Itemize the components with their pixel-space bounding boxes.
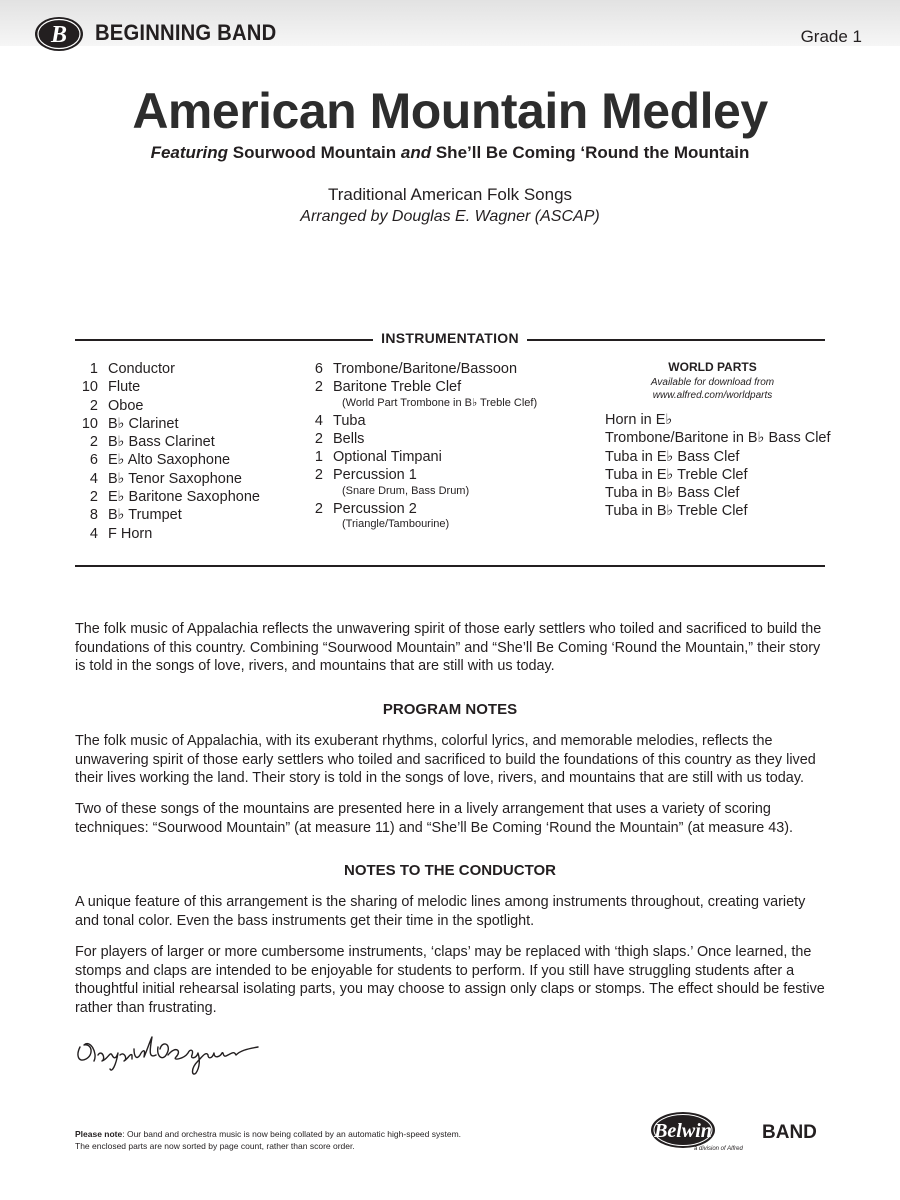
conductor-notes-paragraph: A unique feature of this arrangement is the sharing of melodic lines among instruments throughout, creating variety and tonal color. Even the bass instruments get their time in the spotlight. bbox=[75, 894, 806, 929]
instrument-row bbox=[75, 488, 260, 506]
instrumentation-heading: INSTRUMENTATION bbox=[373, 330, 527, 346]
instrument-row bbox=[75, 360, 260, 378]
world-part-item: Tuba in E♭ Bass Clef bbox=[605, 448, 740, 465]
instrument-row bbox=[75, 506, 260, 524]
instrument-name: Conductor bbox=[108, 361, 175, 377]
world-part-item: Tuba in E♭ Treble Clef bbox=[605, 466, 748, 483]
intro-paragraph: The folk music of Appalachia reflects the unwavering spirit of those early settlers who toiled and sacrificed to build the foundations of this country. Combining “Sourwood Mountain” and “She’ll Be Coming ‘Round the Mountain,” their story is told in the songs of love, rivers, and mountains that are still with us today. bbox=[75, 621, 822, 674]
instrument-row bbox=[300, 448, 537, 466]
instrumentation-heading-wrap bbox=[0, 330, 900, 348]
instrument-qty: 8 bbox=[89, 507, 98, 524]
beginning-band-b-logo-icon bbox=[33, 15, 85, 53]
instrument-row bbox=[75, 451, 260, 469]
instrument-note: (Snare Drum, Bass Drum) bbox=[342, 484, 470, 497]
world-part-item: Trombone/Baritone in B♭ Bass Clef bbox=[605, 430, 831, 447]
world-parts-list bbox=[605, 411, 831, 521]
instrument-qty: 4 bbox=[89, 525, 98, 542]
instrument-note: (Triangle/Tambourine) bbox=[342, 518, 450, 531]
instrument-row bbox=[300, 412, 537, 430]
footnote-line: The enclosed parts are now sorted by page count, rather than score order. bbox=[75, 1140, 355, 1151]
instrument-row bbox=[75, 525, 260, 543]
instrument-qty: 6 bbox=[89, 452, 98, 469]
footnote-label: Please note bbox=[75, 1129, 123, 1139]
instrument-name: Baritone Treble Clef bbox=[333, 379, 462, 396]
belwin-logo-icon bbox=[650, 1110, 830, 1152]
subtitle-song1: Sourwood Mountain bbox=[232, 143, 397, 162]
instrument-qty: 4 bbox=[314, 412, 323, 429]
world-parts-heading: WORLD PARTS bbox=[668, 360, 757, 374]
instrument-row bbox=[300, 466, 537, 484]
instrument-name: Flute bbox=[108, 379, 141, 396]
instrument-row bbox=[75, 378, 260, 396]
footnote bbox=[75, 1129, 461, 1152]
instrument-qty: 10 bbox=[81, 379, 98, 396]
instrument-note: (World Part Trombone in B♭ Treble Clef) bbox=[342, 396, 538, 409]
grade-label: Grade 1 bbox=[800, 27, 862, 46]
instrument-qty: 2 bbox=[314, 467, 323, 484]
footnote-text: : Our band and orchestra music is now being collated by an automatic high-speed system. bbox=[122, 1129, 462, 1139]
instrument-qty: 2 bbox=[314, 430, 323, 447]
instrument-name: Tuba bbox=[333, 412, 366, 429]
footnote-line bbox=[75, 1129, 461, 1141]
world-parts-availability-line: Available for download from bbox=[650, 377, 775, 388]
instrument-name: B♭ Clarinet bbox=[108, 415, 179, 432]
instrument-qty: 2 bbox=[314, 500, 323, 517]
instrument-row bbox=[75, 397, 260, 415]
instrument-row bbox=[75, 470, 260, 488]
instrument-qty: 6 bbox=[314, 361, 323, 377]
instrument-name: Percussion 2 bbox=[333, 500, 417, 517]
world-parts-url: www.alfred.com/worldparts bbox=[652, 390, 773, 401]
world-part-item: Tuba in B♭ Treble Clef bbox=[605, 503, 748, 520]
program-notes-heading: PROGRAM NOTES bbox=[382, 701, 518, 718]
instrument-qty: 2 bbox=[89, 489, 98, 506]
page-title: American Mountain Medley bbox=[132, 83, 768, 139]
conductor-notes-heading: NOTES TO THE CONDUCTOR bbox=[344, 862, 556, 879]
world-part-item: Horn in E♭ bbox=[605, 412, 673, 428]
instrument-qty: 1 bbox=[89, 361, 98, 377]
program-notes-paragraph: Two of these songs of the mountains are presented here in a lively arrangement that uses a variety of scoring techniques: “Sourwood Mountain” (at measure 11) and “She’ll Be Coming ‘Round the Mountain” (at measure 43). bbox=[75, 801, 794, 836]
instrument-qty: 1 bbox=[314, 449, 323, 466]
conductor-notes-paragraph: For players of larger or more cumbersome instruments, ‘claps’ may be replaced with ‘thigh slaps.’ Once learned, the stomps and claps are intended to be enjoyable for students to perform. If you still have struggling students after a thoughtful initial rehearsal isolating parts, you may choose to assign only claps or stomps. The effect should be festive rather than frustrating. bbox=[75, 944, 825, 1016]
instrumentation-column-2 bbox=[300, 360, 537, 533]
instrument-row bbox=[75, 433, 260, 451]
instrument-qty: 2 bbox=[89, 434, 98, 451]
subtitle bbox=[0, 143, 900, 163]
world-part-item: Tuba in B♭ Bass Clef bbox=[605, 485, 740, 502]
instrument-row bbox=[300, 378, 537, 396]
instrument-name: Trombone/Baritone/Bassoon bbox=[333, 361, 518, 377]
instrument-name: B♭ Trumpet bbox=[108, 507, 182, 524]
svg-text:B: B bbox=[50, 22, 68, 48]
belwin-wordmark: Belwin bbox=[654, 1120, 712, 1142]
instrument-qty: 10 bbox=[81, 415, 98, 432]
program-notes-paragraph: The folk music of Appalachia, with its exuberant rhythms, colorful lyrics, and memorable melodies, reflects the unwavering spirit of those early settlers who toiled and sacrificed to build the foundations of this country as they lived their lives working the land. Their story is told in the songs of love, rivers, and mountains that are still with us today. bbox=[75, 733, 816, 786]
instrument-name: Percussion 1 bbox=[333, 467, 417, 484]
belwin-tagline: a division of Alfred bbox=[694, 1146, 743, 1152]
subtitle-song2: She’ll Be Coming ‘Round the Mountain bbox=[435, 143, 750, 162]
world-parts bbox=[605, 360, 831, 521]
instrument-qty: 4 bbox=[89, 470, 98, 487]
world-parts-availability bbox=[605, 376, 820, 402]
instrument-qty: 2 bbox=[314, 379, 323, 396]
instrument-row bbox=[300, 360, 537, 378]
instrument-name: Bells bbox=[333, 430, 365, 447]
instrument-name: B♭ Tenor Saxophone bbox=[108, 470, 242, 487]
instrument-name: F Horn bbox=[108, 525, 153, 542]
arranger-credit: Arranged by Douglas E. Wagner (ASCAP) bbox=[300, 208, 600, 225]
instrument-name: Oboe bbox=[108, 397, 144, 414]
instrument-qty: 2 bbox=[89, 397, 98, 414]
instrumentation-column-1 bbox=[75, 360, 260, 543]
belwin-band-label: BAND bbox=[762, 1122, 817, 1143]
instrumentation-rule-bottom bbox=[75, 565, 825, 567]
instrument-row bbox=[300, 430, 537, 448]
instrument-name: B♭ Bass Clarinet bbox=[108, 434, 215, 451]
instrument-name: Optional Timpani bbox=[333, 449, 442, 466]
instrument-name: E♭ Alto Saxophone bbox=[108, 452, 231, 469]
subtitle-and: and bbox=[400, 143, 432, 162]
signature-icon bbox=[72, 1025, 272, 1077]
composer-credit: Traditional American Folk Songs bbox=[327, 185, 573, 204]
instrument-name: E♭ Baritone Saxophone bbox=[108, 489, 260, 506]
series-name: BEGINNING BAND bbox=[95, 20, 277, 45]
subtitle-prefix: Featuring bbox=[150, 143, 229, 162]
instrument-row bbox=[300, 500, 537, 518]
instrument-row bbox=[75, 415, 260, 433]
